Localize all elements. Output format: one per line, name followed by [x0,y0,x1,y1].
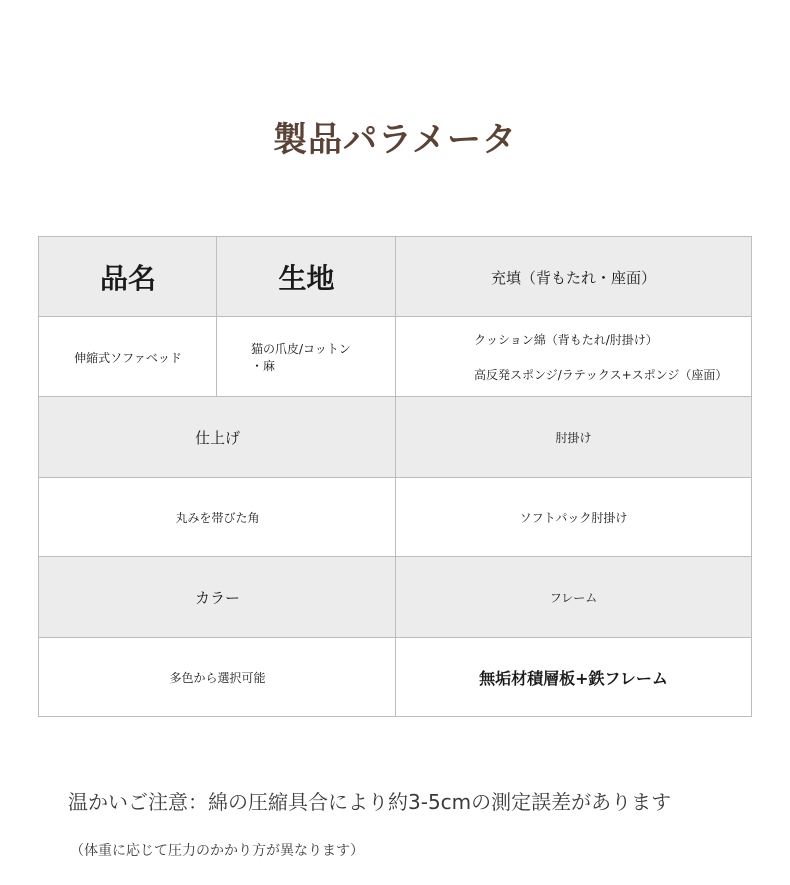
frame-label: フレーム [396,557,751,638]
color-value: 多色から選択可能 [39,638,396,716]
header-filling-label: 充填（背もたれ・座面） [396,237,751,317]
armrest-value: ソフトパック肘掛け [396,478,751,557]
grid-line [751,236,752,717]
fabric-value-line1: 猫の爪皮/コットン [251,342,351,356]
product-name-value: 伸縮式ソファベッド [39,317,217,397]
measurement-note: 温かいご注意：綿の圧縮具合により約3-5cmの測定誤差があります [68,790,672,814]
color-label: カラー [39,557,396,638]
header-name-label: 品名 [39,237,217,317]
measurement-subnote: （体重に応じて圧力のかかり方が異なります） [70,843,364,859]
filling-value [396,317,751,397]
frame-value: 無垢材積層板+鉄フレーム [396,638,751,716]
grid-line [395,236,396,717]
filling-value-line1: クッション綿（背もたれ/肘掛け） [474,333,658,347]
fabric-value-line2: ・麻 [251,359,276,373]
finish-value: 丸みを帯びた角 [39,478,396,557]
grid-line [216,236,217,397]
header-fabric-label: 生地 [217,237,396,317]
fabric-value [217,317,396,397]
grid-line [38,236,39,717]
finish-label: 仕上げ [39,397,396,478]
filling-value-line2: 高反発スポンジ/ラテックス+スポンジ（座面） [474,368,728,382]
page-title: 製品パラメータ [273,120,517,160]
armrest-label: 肘掛け [396,397,751,478]
